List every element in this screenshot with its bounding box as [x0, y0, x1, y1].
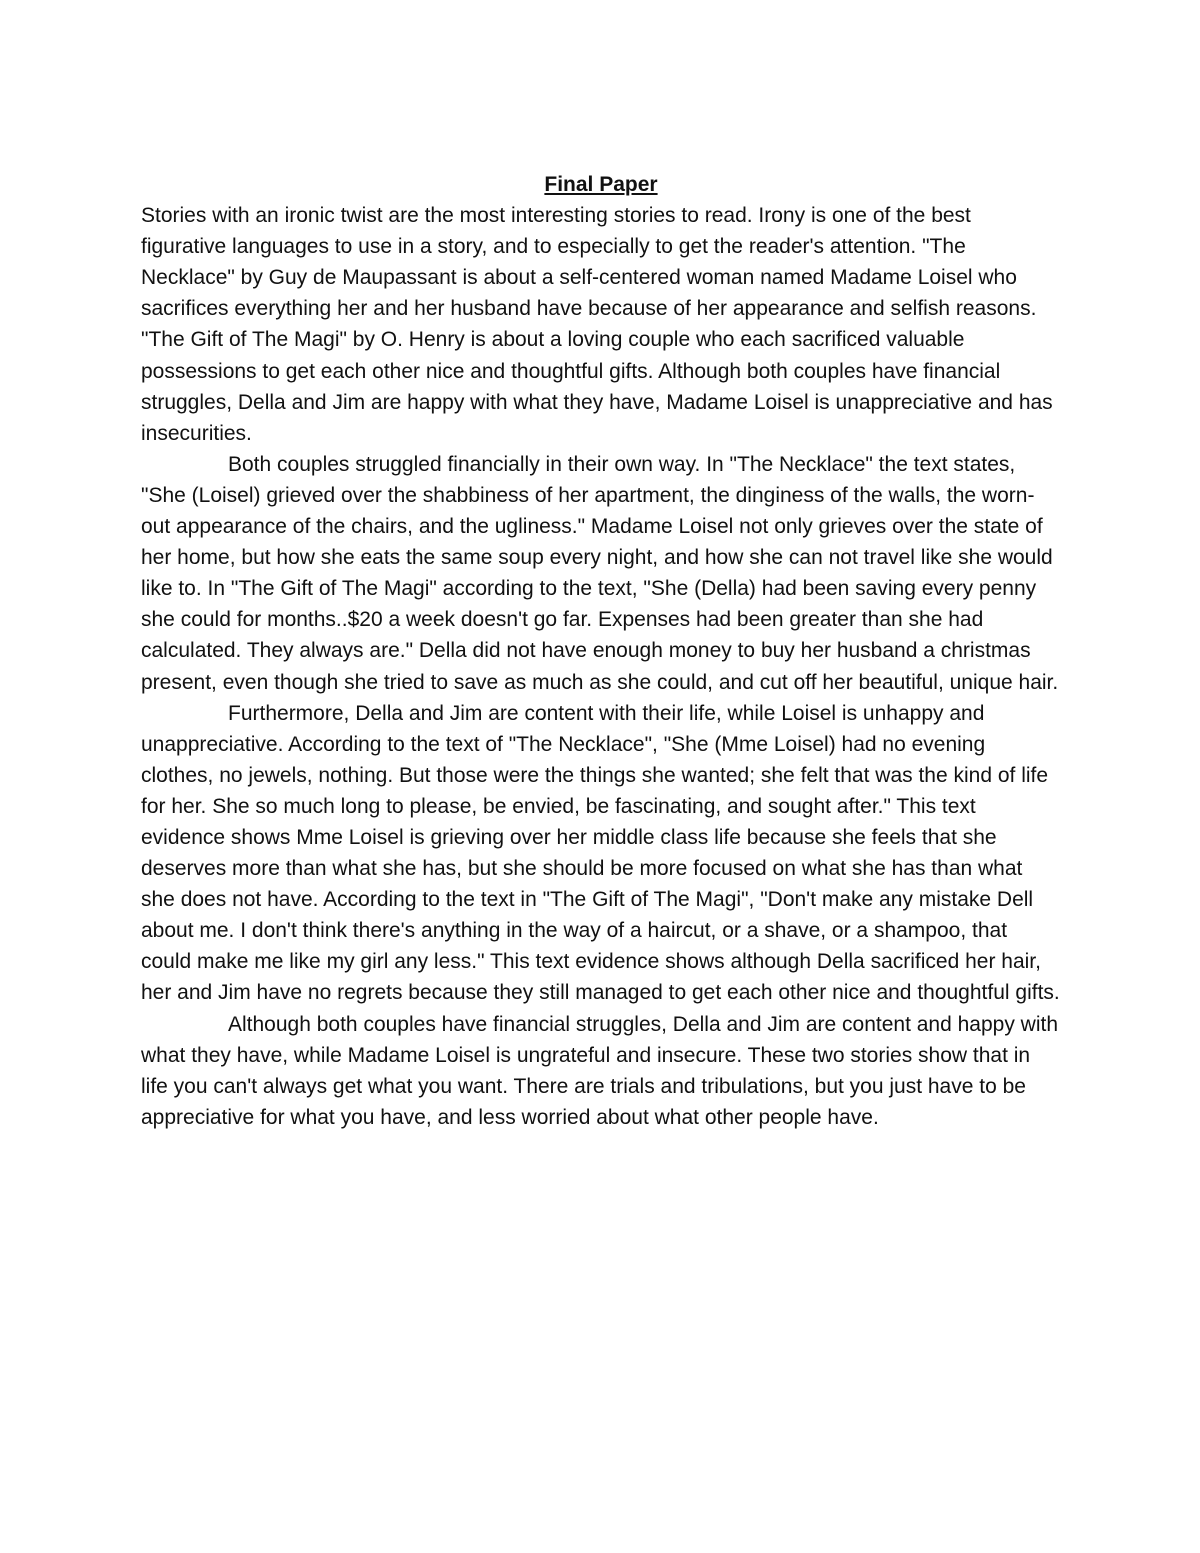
paragraph-conclusion	[141, 1009, 1061, 1133]
paragraph-text: Stories with an ironic twist are the most interesting stories to read. Irony is one of the best figurative languages to use in a story, and to especially to get the reader's attention. "The Necklace" by Guy de Maupassant is about a self-centered woman named Madame Loisel who sacrifices everything her and her husband have because of her appearance and selfish reasons. "The Gift of The Magi" by O. Henry is about a loving couple who each sacrificed valuable possessions to get each other nice and thoughtful gifts. Although both couples have financial struggles, Della and Jim are happy with what they have, Madame Loisel is unappreciative and has insecurities.	[141, 204, 1053, 445]
paragraph-contentment	[141, 698, 1061, 1009]
page-title: Final Paper	[544, 173, 658, 196]
paragraph-financial-struggles	[141, 449, 1061, 698]
paragraph-text: Both couples struggled financially in their own way. In "The Necklace" the text states, "She (Loisel) grieved over the shabbiness of her apartment, the dinginess of the walls, the worn-out appearance of the chairs, and the ugliness." Madame Loisel not only grieves over the state of her home, but how she eats the same soup every night, and how she can not travel like she would like to. In "The Gift of The Magi" according to the text, "She (Della) had been saving every penny she could for months..$20 a week doesn't go far. Expenses had been greater than she had calculated. They always are." Della did not have enough money to buy her husband a christmas present, even though she tried to save as much as she could, and cut off her beautiful, unique hair.	[141, 452, 1059, 694]
paragraph-text: Furthermore, Della and Jim are content with their life, while Loisel is unhappy and unappreciative. According to the text of "The Necklace", "She (Mme Loisel) had no evening clothes, no jewels, nothing. But those were the things she wanted; she felt that was the kind of life for her. She so much long to please, be envied, be fascinating, and sought after." This text evidence shows Mme Loisel is grieving over her middle class life because she feels that she deserves more than what she has, but she should be more focused on what she has than what she does not have. According to the text in "The Gift of The Magi", "Don't make any mistake Dell about me. I don't think there's anything in the way of a haircut, or a shave, or a shampoo, that could make me like my girl any less." This text evidence shows although Della sacrificed her hair, her and Jim have no regrets because they still managed to get each other nice and thoughtful gifts.	[141, 701, 1060, 1005]
document-body	[141, 169, 1061, 1133]
paragraph-text: Although both couples have financial struggles, Della and Jim are content and happy with what they have, while Madame Loisel is ungrateful and insecure. These two stories show that in life you can't always get what you want. There are trials and tribulations, but you just have to be appreciative for what you have, and less worried about what other people have.	[141, 1012, 1059, 1129]
paragraph-intro	[141, 200, 1061, 449]
